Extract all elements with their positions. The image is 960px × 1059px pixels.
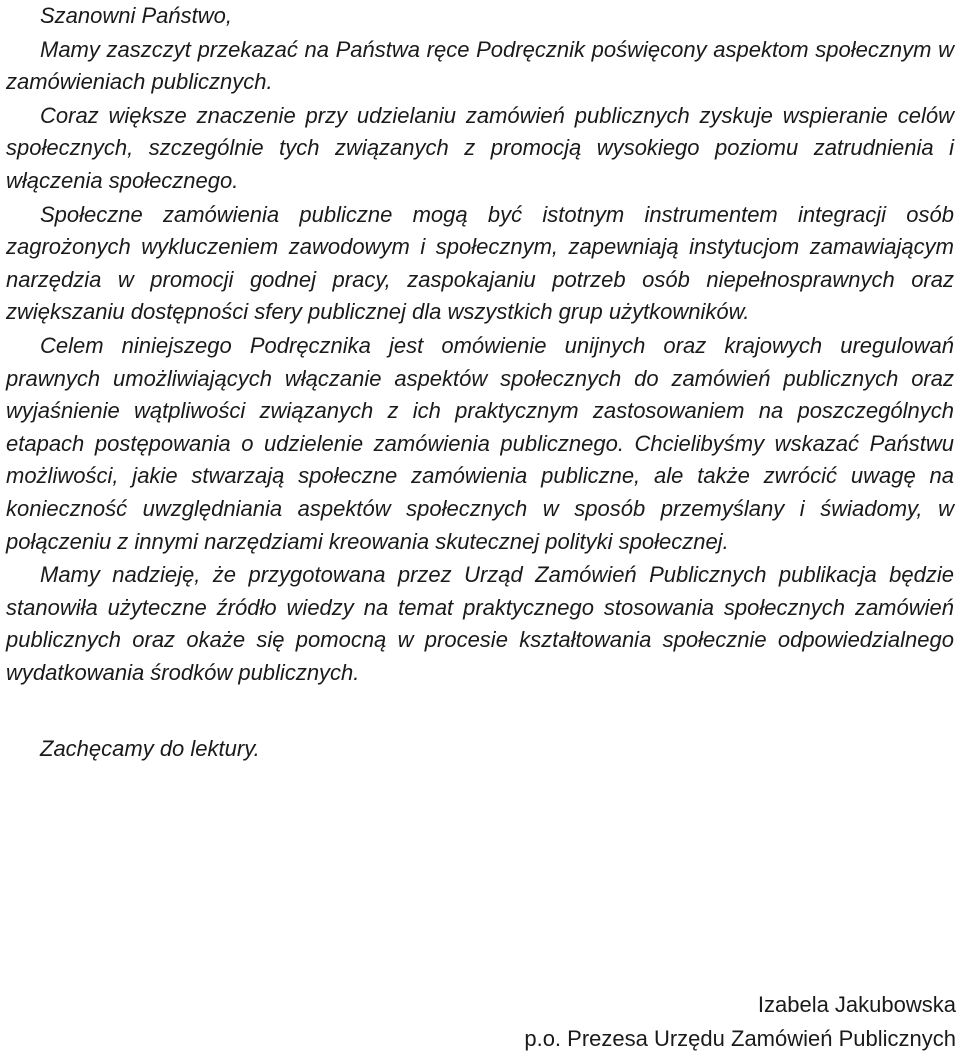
paragraph-2: Coraz większe znaczenie przy udzielaniu zamówień publicznych zyskuje wspieranie celów społecznych, szczególnie tych związanych z promocją wysokiego poziomu zatrudnienia i włączenia społecznego. — [6, 102, 954, 193]
paragraph-5: Mamy nadzieję, że przygotowana przez Urząd Zamówień Publicznych publikacja będzie stanowiła użyteczne źródło wiedzy na temat praktycznego stosowania społecznych zamówień publicznych oraz okaże się pomocną w procesie kształtowania społecznie odpowiedzialnego wydatkowania środków publicznych. — [6, 562, 954, 685]
paragraph-1: Mamy zaszczyt przekazać na Państwa ręce Podręcznik poświęcony aspektom społecznym w zamówieniach publicznych. — [6, 36, 954, 95]
signatory-name: Izabela Jakubowska — [757, 992, 956, 1017]
closing-line: Zachęcamy do lektury. — [40, 736, 260, 762]
paragraph-3: Społeczne zamówienia publiczne mogą być istotnym instrumentem integracji osób zagrożonych wykluczeniem zawodowym i społecznym, zapewniają instytucjom zamawiającym narzędzia w promocji godnej pracy, zaspokajaniu potrzeb osób niepełnosprawnych oraz zwiększaniu dostępności sfery publicznej dla wszystkich grup użytkowników. — [6, 201, 954, 325]
letter-body — [6, 0, 954, 766]
paragraph-4: Celem niniejszego Podręcznika jest omówienie unijnych oraz krajowych uregulowań prawnych umożliwiających włączanie aspektów społecznych do zamówień publicznych oraz wyjaśnienie wątpliwości związanych z ich praktycznym zastosowaniem na poszczególnych etapach postępowania o udzielenie zamówienia publicznego. Chcielibyśmy wskazać Państwu możliwości, jakie stwarzają społeczne zamówienia publiczne, ale także zwrócić uwagę na konieczność uwzględniania aspektów społecznych w sposób przemyślany i świadomy, w połączeniu z innymi narzędziami kreowania skutecznej polityki społecznej. — [6, 332, 954, 554]
salutation: Szanowni Państwo, — [40, 3, 232, 28]
signature-block — [524, 988, 956, 1056]
signatory-title: p.o. Prezesa Urzędu Zamówień Publicznych — [524, 1026, 956, 1051]
